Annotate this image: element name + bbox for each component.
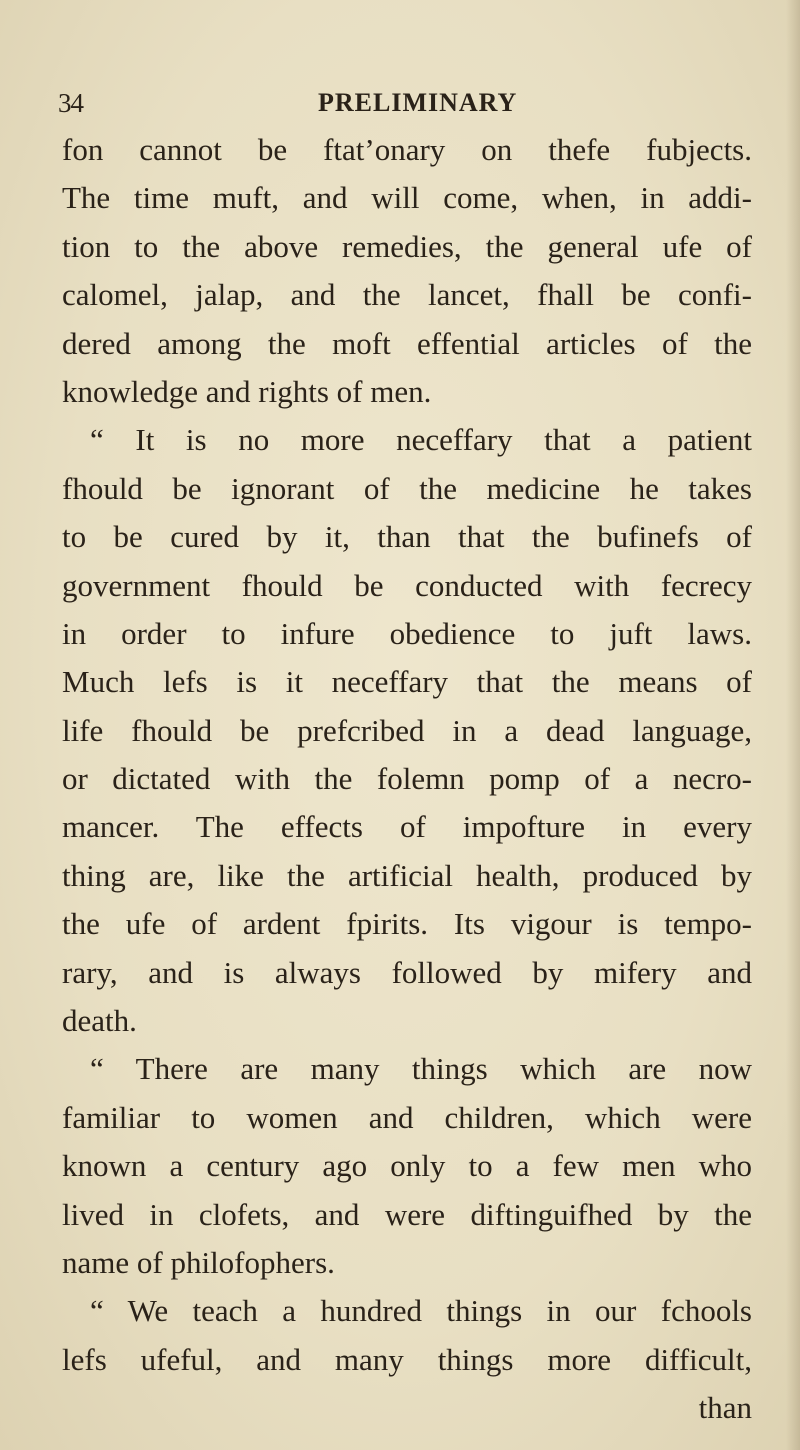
text-line: Much lefs is it neceffary that the means of: [62, 664, 752, 700]
text-line: life fhould be prefcribed in a dead language,: [62, 712, 752, 748]
text-line: name of philofophers.: [62, 1244, 335, 1280]
text-line: tion to the above remedies, the general ufe of: [62, 228, 752, 264]
text-line: “ We teach a hundred things in our fchools: [90, 1293, 752, 1329]
text-line: knowledge and rights of men.: [62, 373, 432, 409]
text-line: lived in clofets, and were diftinguifhed by the: [62, 1196, 752, 1232]
catchword: than: [698, 1390, 752, 1426]
text-line: lefs ufeful, and many things more difficult,: [62, 1341, 752, 1377]
text-line: known a century ago only to a few men who: [62, 1148, 752, 1184]
text-line: fon cannot be ftat’onary on thefe fubjects.: [62, 132, 752, 167]
body-text: [62, 126, 752, 1433]
text-line: dered among the moft effential articles of the: [62, 325, 752, 361]
text-line: death.: [62, 1003, 137, 1039]
page-edge-shadow: [786, 0, 800, 1450]
page-header: [58, 88, 758, 122]
text-line: or dictated with the folemn pomp of a necro-: [62, 761, 752, 797]
text-line: fhould be ignorant of the medicine he takes: [62, 470, 752, 506]
text-line: The time muft, and will come, when, in addi-: [62, 180, 752, 216]
text-line: rary, and is always followed by mifery and: [62, 954, 752, 990]
text-line: calomel, jalap, and the lancet, fhall be confi-: [62, 277, 752, 313]
page-number: 34: [58, 88, 83, 118]
text-line: familiar to women and children, which were: [62, 1099, 752, 1135]
text-line: to be cured by it, than that the bufinefs of: [62, 519, 752, 555]
text-line: thing are, like the artificial health, produced by: [62, 857, 752, 893]
text-line: government fhould be conducted with fecrecy: [62, 567, 752, 603]
running-head: PRELIMINARY: [318, 88, 518, 117]
text-line: in order to infure obedience to juft laws.: [62, 615, 752, 651]
text-line: the ufe of ardent fpirits. Its vigour is tempo-: [62, 906, 752, 942]
text-line: “ There are many things which are now: [90, 1051, 752, 1087]
text-line: mancer. The effects of impofture in every: [62, 809, 752, 845]
text-line: “ It is no more neceffary that a patient: [90, 422, 752, 458]
